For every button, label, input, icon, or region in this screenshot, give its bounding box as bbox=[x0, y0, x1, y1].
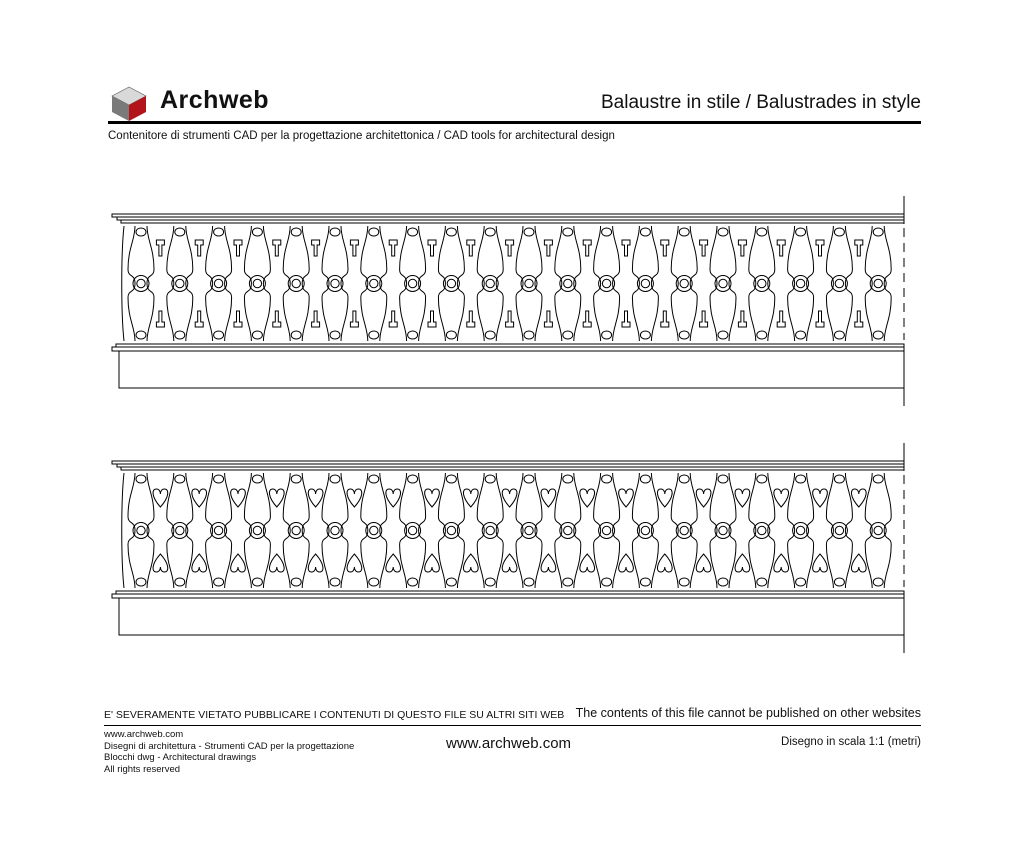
arrow-cutout-top bbox=[738, 240, 746, 256]
baluster-bottom-knot bbox=[485, 331, 495, 339]
baluster-ring-inner bbox=[796, 279, 804, 287]
arrow-cutout-top bbox=[544, 240, 552, 256]
heart-cutout-bottom bbox=[347, 554, 362, 572]
arrow-cutout-bottom bbox=[467, 311, 475, 327]
baluster-top-knot bbox=[718, 475, 728, 483]
baluster-outline bbox=[749, 226, 775, 341]
baluster-bottom-knot bbox=[640, 331, 650, 339]
baluster-bottom-knot bbox=[757, 331, 767, 339]
baluster-top-knot bbox=[718, 228, 728, 236]
heart-cutout-bottom bbox=[269, 554, 284, 572]
baluster-ring-inner bbox=[641, 279, 649, 287]
website-link[interactable]: www.archweb.com bbox=[446, 735, 572, 752]
baluster-top-knot bbox=[563, 475, 573, 483]
baluster-ring-inner bbox=[758, 279, 766, 287]
baluster-ring-inner bbox=[331, 526, 339, 534]
baluster-outline bbox=[128, 473, 154, 588]
heart-cutout-top bbox=[541, 489, 556, 507]
baluster-bottom-knot bbox=[485, 578, 495, 586]
baluster-ring-inner bbox=[564, 279, 572, 287]
baluster-top-knot bbox=[796, 228, 806, 236]
arrow-cutout-bottom bbox=[544, 311, 552, 327]
baluster-bottom-knot bbox=[640, 578, 650, 586]
baluster-outline bbox=[516, 473, 542, 588]
warning-english: The contents of this file cannot be published on other websites bbox=[575, 706, 921, 720]
heart-cutout-bottom bbox=[541, 554, 556, 572]
arrow-cutout-bottom bbox=[661, 311, 669, 327]
baluster-ring-inner bbox=[525, 279, 533, 287]
baluster-top-knot bbox=[563, 228, 573, 236]
baluster-top-knot bbox=[369, 475, 379, 483]
baluster-ring-inner bbox=[486, 526, 494, 534]
footer-rule bbox=[104, 725, 921, 726]
arrow-cutout-bottom bbox=[777, 311, 785, 327]
baluster-top-knot bbox=[873, 475, 883, 483]
arrow-cutout-top bbox=[583, 240, 591, 256]
heart-cutout-bottom bbox=[308, 554, 323, 572]
baluster-outline bbox=[826, 473, 852, 588]
warning-italian: E' SEVERAMENTE VIETATO PUBBLICARE I CONTENUTI DI QUESTO FILE SU ALTRI SITI WEB bbox=[104, 709, 565, 721]
baluster-top-knot bbox=[757, 475, 767, 483]
baluster-top-knot bbox=[136, 228, 146, 236]
arrow-cutout-top bbox=[855, 240, 863, 256]
heart-cutout-bottom bbox=[425, 554, 440, 572]
heart-cutout-top bbox=[347, 489, 362, 507]
baluster-bottom-knot bbox=[873, 578, 883, 586]
baluster-top-knot bbox=[175, 475, 185, 483]
baluster-outline bbox=[322, 473, 348, 588]
baluster-outline bbox=[865, 226, 891, 341]
baluster-ring-inner bbox=[758, 526, 766, 534]
baluster-outline bbox=[516, 226, 542, 341]
baluster-top-knot bbox=[834, 475, 844, 483]
heart-cutout-bottom bbox=[774, 554, 789, 572]
baluster-ring-inner bbox=[137, 526, 145, 534]
baluster-bottom-knot bbox=[369, 578, 379, 586]
heart-cutout-top bbox=[580, 489, 595, 507]
arrow-cutout-bottom bbox=[506, 311, 514, 327]
heart-cutout-top bbox=[153, 489, 168, 507]
baluster-outline bbox=[594, 226, 620, 341]
baluster-ring-inner bbox=[331, 279, 339, 287]
baluster-outline bbox=[555, 473, 581, 588]
baluster-outline bbox=[788, 473, 814, 588]
baluster-bottom-knot bbox=[757, 578, 767, 586]
heart-cutout-top bbox=[463, 489, 478, 507]
heart-cutout-bottom bbox=[231, 554, 246, 572]
baluster-top-knot bbox=[369, 228, 379, 236]
heart-cutout-bottom bbox=[696, 554, 711, 572]
baluster-top-knot bbox=[446, 228, 456, 236]
baluster-outline bbox=[477, 226, 503, 341]
arrow-cutout-bottom bbox=[389, 311, 397, 327]
footer-line-rights: All rights reserved bbox=[104, 763, 181, 775]
baluster-ring-inner bbox=[680, 279, 688, 287]
baluster-bottom-knot bbox=[679, 578, 689, 586]
baluster-ring-inner bbox=[292, 279, 300, 287]
baluster-outline bbox=[283, 473, 309, 588]
baluster-ring-inner bbox=[408, 526, 416, 534]
heart-cutout-top bbox=[308, 489, 323, 507]
baluster-bottom-knot bbox=[796, 331, 806, 339]
heart-cutout-bottom bbox=[619, 554, 634, 572]
baluster-bottom-knot bbox=[718, 331, 728, 339]
baluster-outline bbox=[206, 226, 232, 341]
baluster-top-knot bbox=[214, 228, 224, 236]
heart-cutout-top bbox=[386, 489, 401, 507]
arrow-cutout-top bbox=[816, 240, 824, 256]
base-mid-band bbox=[112, 347, 904, 351]
baluster-top-knot bbox=[873, 228, 883, 236]
baluster-ring-inner bbox=[447, 526, 455, 534]
heart-cutout-bottom bbox=[192, 554, 207, 572]
plinth bbox=[119, 351, 904, 388]
baluster-bottom-knot bbox=[136, 578, 146, 586]
panel-left-edge bbox=[122, 226, 124, 341]
arrow-cutout-bottom bbox=[428, 311, 436, 327]
heart-cutout-bottom bbox=[851, 554, 866, 572]
arrow-cutout-top bbox=[350, 240, 358, 256]
baluster-bottom-knot bbox=[214, 331, 224, 339]
heart-cutout-bottom bbox=[813, 554, 828, 572]
baluster-outline bbox=[710, 226, 736, 341]
heart-cutout-top bbox=[696, 489, 711, 507]
baluster-ring-inner bbox=[641, 526, 649, 534]
baluster-top-knot bbox=[679, 475, 689, 483]
baluster-top-knot bbox=[602, 475, 612, 483]
heart-cutout-bottom bbox=[386, 554, 401, 572]
subtitle: Contenitore di strumenti CAD per la progettazione architettonica / CAD tools for architectural design bbox=[108, 130, 615, 142]
baluster-outline bbox=[438, 226, 464, 341]
arrow-cutout-top bbox=[156, 240, 164, 256]
baluster-outline bbox=[206, 473, 232, 588]
baluster-ring-inner bbox=[292, 526, 300, 534]
baluster-bottom-knot bbox=[524, 578, 534, 586]
baluster-bottom-knot bbox=[291, 331, 301, 339]
arrow-cutout-top bbox=[467, 240, 475, 256]
heart-cutout-top bbox=[774, 489, 789, 507]
baluster-top-knot bbox=[485, 228, 495, 236]
footer-line-website[interactable]: www.archweb.com bbox=[104, 729, 184, 740]
baluster-outline bbox=[788, 226, 814, 341]
balustrade-1 bbox=[112, 196, 904, 406]
panel-left-edge bbox=[122, 473, 124, 588]
baluster-outline bbox=[361, 226, 387, 341]
arrow-cutout-bottom bbox=[156, 311, 164, 327]
arrow-cutout-top bbox=[777, 240, 785, 256]
baluster-top-knot bbox=[640, 475, 650, 483]
baluster-top-knot bbox=[214, 475, 224, 483]
baluster-outline bbox=[555, 226, 581, 341]
baluster-bottom-knot bbox=[563, 578, 573, 586]
handrail-lower-band bbox=[121, 467, 904, 470]
baluster-bottom-knot bbox=[252, 331, 262, 339]
baluster-ring-inner bbox=[176, 526, 184, 534]
baluster-outline bbox=[244, 226, 270, 341]
baluster-top-knot bbox=[834, 228, 844, 236]
baluster-top-knot bbox=[524, 475, 534, 483]
plinth bbox=[119, 598, 904, 635]
baluster-outline bbox=[826, 226, 852, 341]
baluster-outline bbox=[749, 473, 775, 588]
baluster-outline bbox=[671, 473, 697, 588]
baluster-top-knot bbox=[408, 475, 418, 483]
arrow-cutout-bottom bbox=[855, 311, 863, 327]
baluster-ring-inner bbox=[835, 279, 843, 287]
baluster-top-knot bbox=[796, 475, 806, 483]
baluster-bottom-knot bbox=[796, 578, 806, 586]
baluster-top-knot bbox=[291, 475, 301, 483]
baluster-ring-inner bbox=[370, 279, 378, 287]
baluster-bottom-knot bbox=[834, 578, 844, 586]
baluster-top-knot bbox=[602, 228, 612, 236]
arrow-cutout-bottom bbox=[738, 311, 746, 327]
baluster-bottom-knot bbox=[524, 331, 534, 339]
heart-cutout-top bbox=[425, 489, 440, 507]
baluster-ring-inner bbox=[602, 526, 610, 534]
baluster-top-knot bbox=[485, 475, 495, 483]
baluster-bottom-knot bbox=[175, 331, 185, 339]
baluster-bottom-knot bbox=[602, 331, 612, 339]
arrow-cutout-bottom bbox=[234, 311, 242, 327]
baluster-bottom-knot bbox=[408, 578, 418, 586]
baluster-ring-inner bbox=[447, 279, 455, 287]
arrow-cutout-bottom bbox=[700, 311, 708, 327]
baluster-ring-inner bbox=[874, 279, 882, 287]
baluster-outline bbox=[865, 473, 891, 588]
baluster-ring-inner bbox=[525, 526, 533, 534]
arrow-cutout-top bbox=[428, 240, 436, 256]
baluster-top-knot bbox=[679, 228, 689, 236]
baluster-ring-inner bbox=[253, 526, 261, 534]
baluster-top-knot bbox=[330, 228, 340, 236]
arrow-cutout-bottom bbox=[195, 311, 203, 327]
baluster-top-knot bbox=[252, 228, 262, 236]
handrail-lower-band bbox=[121, 220, 904, 223]
baluster-ring-inner bbox=[408, 279, 416, 287]
baluster-bottom-knot bbox=[446, 578, 456, 586]
footer-line-disegni: Disegni di architettura - Strumenti CAD per la progettazione bbox=[104, 740, 355, 752]
base-mid-band bbox=[112, 594, 904, 598]
arrow-cutout-top bbox=[312, 240, 320, 256]
baluster-outline bbox=[167, 473, 193, 588]
baluster-bottom-knot bbox=[291, 578, 301, 586]
baluster-outline bbox=[322, 226, 348, 341]
arrow-cutout-bottom bbox=[816, 311, 824, 327]
arrow-cutout-bottom bbox=[583, 311, 591, 327]
baluster-ring-inner bbox=[253, 279, 261, 287]
baluster-top-knot bbox=[524, 228, 534, 236]
baluster-ring-inner bbox=[835, 526, 843, 534]
heart-cutout-top bbox=[735, 489, 750, 507]
baluster-top-knot bbox=[446, 475, 456, 483]
baluster-bottom-knot bbox=[330, 331, 340, 339]
arrow-cutout-top bbox=[273, 240, 281, 256]
brand-name: Archweb bbox=[160, 86, 270, 114]
baluster-ring-inner bbox=[680, 526, 688, 534]
arrow-cutout-top bbox=[661, 240, 669, 256]
arrow-cutout-top bbox=[622, 240, 630, 256]
baluster-top-knot bbox=[291, 228, 301, 236]
arrow-cutout-top bbox=[195, 240, 203, 256]
scale-note: Disegno in scala 1:1 (metri) bbox=[781, 736, 921, 748]
baluster-outline bbox=[244, 473, 270, 588]
baluster-bottom-knot bbox=[834, 331, 844, 339]
heart-cutout-bottom bbox=[463, 554, 478, 572]
heart-cutout-bottom bbox=[735, 554, 750, 572]
baluster-bottom-knot bbox=[175, 578, 185, 586]
heart-cutout-bottom bbox=[153, 554, 168, 572]
baluster-bottom-knot bbox=[446, 331, 456, 339]
baluster-bottom-knot bbox=[252, 578, 262, 586]
arrow-cutout-top bbox=[700, 240, 708, 256]
baluster-bottom-knot bbox=[679, 331, 689, 339]
baluster-outline bbox=[167, 226, 193, 341]
baluster-outline bbox=[477, 473, 503, 588]
baluster-outline bbox=[438, 473, 464, 588]
heart-cutout-bottom bbox=[502, 554, 517, 572]
baluster-bottom-knot bbox=[718, 578, 728, 586]
baluster-ring-inner bbox=[214, 526, 222, 534]
baluster-top-knot bbox=[136, 475, 146, 483]
heart-cutout-bottom bbox=[580, 554, 595, 572]
heart-cutout-top bbox=[269, 489, 284, 507]
footer-line-blocchi: Blocchi dwg - Architectural drawings bbox=[104, 752, 257, 763]
baluster-top-knot bbox=[408, 228, 418, 236]
baluster-ring-inner bbox=[176, 279, 184, 287]
page-title: Balaustre in stile / Balustrades in style bbox=[601, 92, 921, 113]
baluster-outline bbox=[671, 226, 697, 341]
balustrade-2 bbox=[112, 443, 904, 653]
baluster-bottom-knot bbox=[408, 331, 418, 339]
baluster-ring-inner bbox=[564, 526, 572, 534]
baluster-top-knot bbox=[330, 475, 340, 483]
baluster-ring-inner bbox=[370, 526, 378, 534]
baluster-ring-inner bbox=[486, 279, 494, 287]
baluster-top-knot bbox=[175, 228, 185, 236]
baluster-outline bbox=[283, 226, 309, 341]
baluster-ring-inner bbox=[214, 279, 222, 287]
baluster-top-knot bbox=[757, 228, 767, 236]
baluster-outline bbox=[632, 473, 658, 588]
baluster-bottom-knot bbox=[873, 331, 883, 339]
baluster-ring-inner bbox=[874, 526, 882, 534]
baluster-bottom-knot bbox=[136, 331, 146, 339]
arrow-cutout-top bbox=[234, 240, 242, 256]
arrow-cutout-top bbox=[389, 240, 397, 256]
baluster-bottom-knot bbox=[214, 578, 224, 586]
baluster-bottom-knot bbox=[602, 578, 612, 586]
baluster-ring-inner bbox=[602, 279, 610, 287]
baluster-outline bbox=[128, 226, 154, 341]
arrow-cutout-bottom bbox=[312, 311, 320, 327]
heart-cutout-top bbox=[619, 489, 634, 507]
baluster-bottom-knot bbox=[563, 331, 573, 339]
heart-cutout-top bbox=[813, 489, 828, 507]
arrow-cutout-bottom bbox=[350, 311, 358, 327]
baluster-ring-inner bbox=[719, 526, 727, 534]
heart-cutout-top bbox=[851, 489, 866, 507]
baluster-outline bbox=[594, 473, 620, 588]
heart-cutout-top bbox=[502, 489, 517, 507]
arrow-cutout-bottom bbox=[622, 311, 630, 327]
baluster-outline bbox=[632, 226, 658, 341]
baluster-bottom-knot bbox=[369, 331, 379, 339]
baluster-outline bbox=[400, 226, 426, 341]
heart-cutout-top bbox=[657, 489, 672, 507]
heart-cutout-top bbox=[192, 489, 207, 507]
heart-cutout-top bbox=[231, 489, 246, 507]
baluster-ring-inner bbox=[796, 526, 804, 534]
arrow-cutout-top bbox=[506, 240, 514, 256]
heart-cutout-bottom bbox=[657, 554, 672, 572]
baluster-bottom-knot bbox=[330, 578, 340, 586]
baluster-outline bbox=[710, 473, 736, 588]
arrow-cutout-bottom bbox=[273, 311, 281, 327]
baluster-outline bbox=[400, 473, 426, 588]
baluster-top-knot bbox=[640, 228, 650, 236]
baluster-ring-inner bbox=[719, 279, 727, 287]
baluster-top-knot bbox=[252, 475, 262, 483]
baluster-ring-inner bbox=[137, 279, 145, 287]
baluster-outline bbox=[361, 473, 387, 588]
